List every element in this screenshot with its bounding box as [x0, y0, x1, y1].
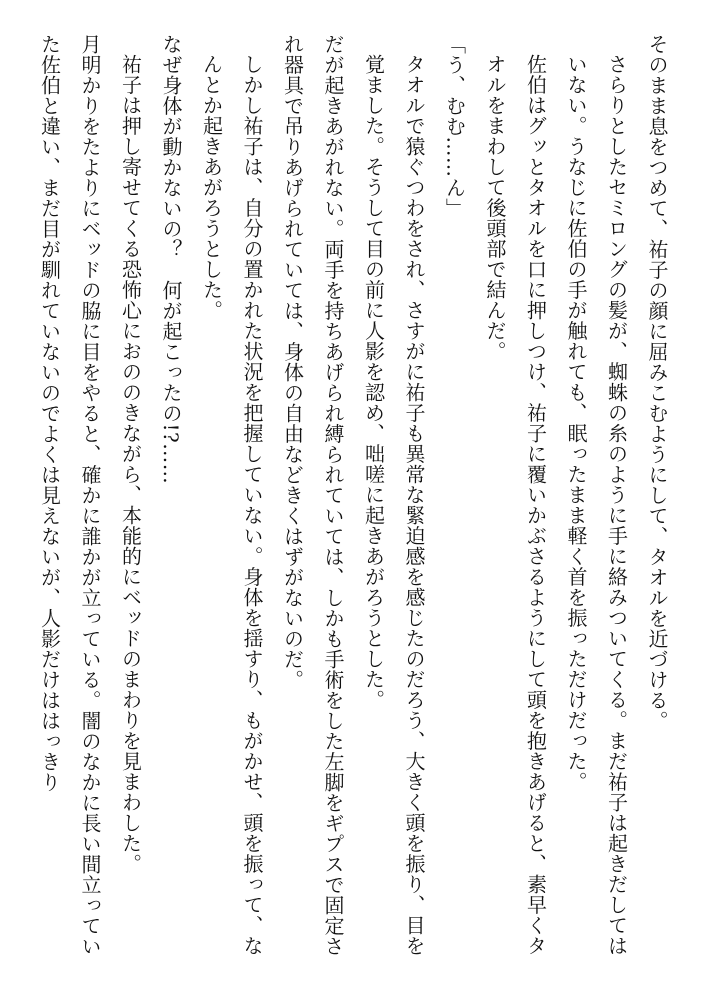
vertical-text-body	[29, 34, 677, 974]
paragraph-10: 月明かりをたよりにベッドの脇に目をやると、確かに誰かが立っている。闇のなかに長い間立っていた佐伯と違い、まだ目が馴れていないのでよくは見えないが、人影だけははっきり	[37, 34, 102, 957]
paragraph-5: タオルで猿ぐつわをされ、さすがに祐子も異常な緊迫感を感じたのだろう、大きく頭を振り、目を覚ました。そうして目の前に人影を認め、咄嗟に起きあがろうとした。	[361, 54, 426, 956]
paragraph-6: だが起きあがれない。両手を持ちあげられ縛られていては、しかも手術をした左脚をギプスで固定され器具で吊りあげられていては、身体の自由などきくはずがないのだ。	[280, 34, 345, 957]
paragraph-2: さらりとしたセミロングの髪が、蜘蛛の糸のように手に絡みついてくる。まだ祐子は起きだしてはいない。うなじに佐伯の手が触れても、眠ったまま軽く首を振っただけだった。	[564, 54, 629, 956]
paragraph-7: しかし祐子は、自分の置かれた状況を把握していない。身体を揺すり、もがかせ、頭を振って、なんとか起きあがろうとした。	[199, 54, 264, 956]
paragraph-3: 佐伯はグッとタオルを口に押しつけ、祐子に覆いかぶさるようにして頭を抱きあげると、素早くタオルをまわして後頭部で結んだ。	[483, 54, 548, 956]
paragraph-8: なぜ身体が動かないの？ 何が起こったの!?……	[159, 34, 183, 485]
paragraph-4-dialogue: 「う、むむ……ん」	[442, 34, 467, 219]
paragraph-9: 祐子は押し寄せてくる恐怖心におののきながら、本能的にベッドのまわりを見まわした。	[118, 54, 143, 874]
paragraph-1: そのまま息をつめて、祐子の顔に屈みこむようにして、タオルを近づける。	[645, 34, 669, 731]
